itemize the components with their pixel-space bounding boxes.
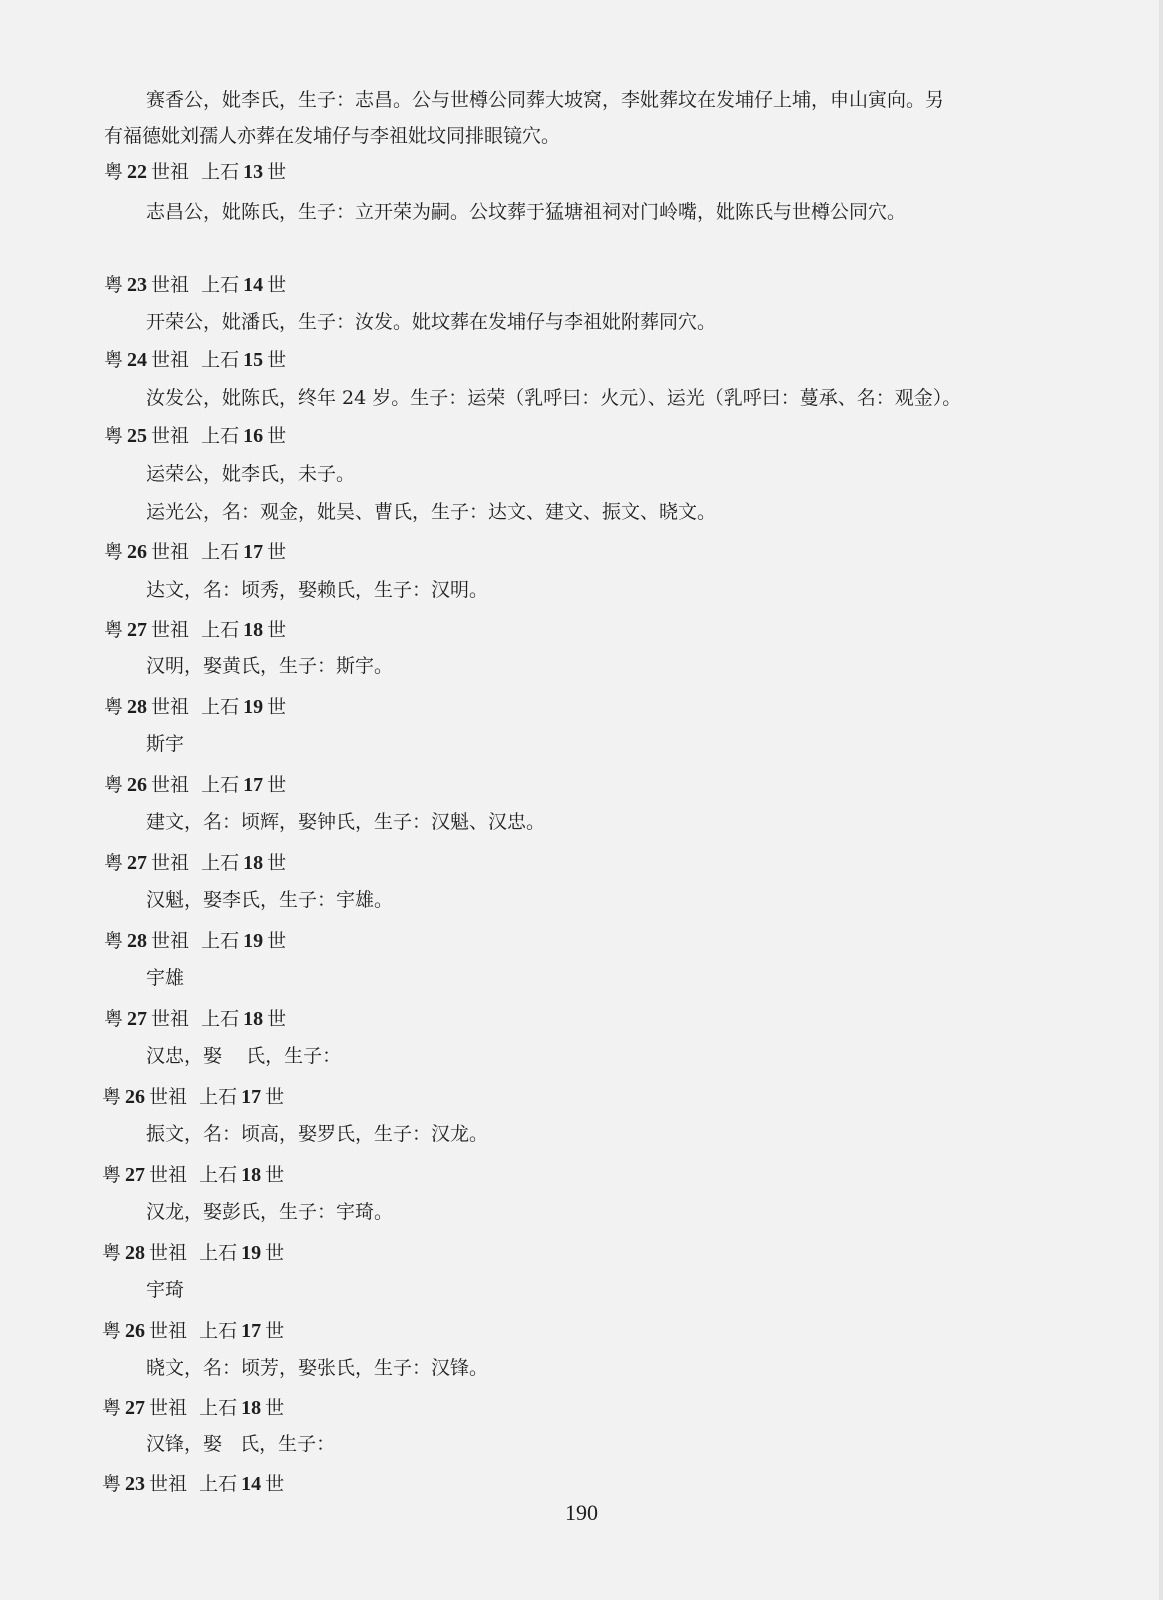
heading-generation-number: 26 [127, 541, 148, 563]
generation-heading [104, 773, 286, 797]
entry-text: 志昌公，妣陈氏，生子：立开荣为嗣。公坟葬于猛塘祖祠对门岭嘴，妣陈氏与世樽公同穴。 [146, 201, 907, 223]
heading-middle: 世祖 上石 [151, 541, 240, 563]
heading-middle: 世祖 上石 [151, 274, 240, 296]
heading-generation-number: 24 [127, 349, 148, 371]
entry-text: 开荣公，妣潘氏，生子：汝发。妣坟葬在发埔仔与李祖妣附葬同穴。 [146, 311, 717, 333]
heading-middle: 世祖 上石 [151, 774, 240, 796]
generation-heading [104, 851, 286, 875]
heading-middle: 世祖 上石 [151, 696, 240, 718]
entry-text: 汉忠，娶 氏，生子： [146, 1045, 342, 1067]
heading-suffix: 世 [267, 852, 287, 874]
heading-middle: 世祖 上石 [149, 1086, 238, 1108]
heading-suffix: 世 [265, 1320, 285, 1342]
heading-suffix: 世 [265, 1086, 285, 1108]
heading-generation-number: 27 [127, 852, 148, 874]
heading-generation-number: 26 [127, 774, 148, 796]
heading-suffix: 世 [267, 619, 287, 641]
entry-text: 斯宇 [146, 733, 185, 755]
entry-text: 运荣公，妣李氏，未子。 [146, 463, 356, 485]
generation-heading [102, 1241, 284, 1265]
heading-suffix: 世 [267, 349, 287, 371]
heading-middle: 世祖 上石 [151, 425, 240, 447]
heading-suffix: 世 [265, 1473, 285, 1495]
heading-suffix: 世 [267, 274, 287, 296]
heading-suffix: 世 [265, 1397, 285, 1419]
generation-heading [104, 424, 286, 448]
generation-heading [102, 1319, 284, 1343]
generation-heading [104, 348, 286, 372]
heading-local-generation-number: 18 [243, 852, 264, 874]
heading-prefix: 粤 [104, 852, 124, 874]
heading-middle: 世祖 上石 [149, 1164, 238, 1186]
heading-prefix: 粤 [104, 541, 124, 563]
generation-heading [104, 160, 286, 184]
heading-generation-number: 23 [125, 1473, 146, 1495]
heading-suffix: 世 [267, 425, 287, 447]
heading-suffix: 世 [267, 541, 287, 563]
heading-local-generation-number: 17 [241, 1086, 262, 1108]
heading-prefix: 粤 [102, 1086, 122, 1108]
heading-local-generation-number: 18 [243, 1008, 264, 1030]
heading-local-generation-number: 17 [241, 1320, 262, 1342]
heading-local-generation-number: 18 [241, 1164, 262, 1186]
heading-generation-number: 28 [125, 1242, 146, 1264]
heading-prefix: 粤 [102, 1473, 122, 1495]
heading-local-generation-number: 17 [243, 774, 264, 796]
heading-local-generation-number: 17 [243, 541, 264, 563]
heading-prefix: 粤 [104, 930, 124, 952]
heading-prefix: 粤 [102, 1242, 122, 1264]
entry-text: 宇雄 [146, 967, 185, 989]
heading-middle: 世祖 上石 [151, 852, 240, 874]
heading-suffix: 世 [267, 1008, 287, 1030]
generation-heading [104, 540, 286, 564]
heading-local-generation-number: 16 [243, 425, 264, 447]
heading-local-generation-number: 19 [243, 930, 264, 952]
entry-text: 建文，名：顷辉，娶钟氏，生子：汉魁、汉忠。 [146, 811, 546, 833]
heading-generation-number: 26 [125, 1320, 146, 1342]
intro-line-2: 有福德妣刘孺人亦葬在发埔仔与李祖妣坟同排眼镜穴。 [104, 125, 561, 147]
heading-middle: 世祖 上石 [151, 349, 240, 371]
heading-generation-number: 28 [127, 930, 148, 952]
generation-heading [104, 273, 286, 297]
heading-suffix: 世 [267, 161, 287, 183]
entry-text: 汉明，娶黄氏，生子：斯宇。 [146, 655, 394, 677]
entry-text: 汉龙，娶彭氏，生子：宇琦。 [146, 1201, 394, 1223]
scan-edge-shadow [1159, 0, 1163, 1600]
heading-prefix: 粤 [104, 774, 124, 796]
heading-prefix: 粤 [104, 161, 124, 183]
generation-heading [102, 1396, 284, 1420]
entry-text: 汉魁，娶李氏，生子：宇雄。 [146, 889, 394, 911]
entry-text: 宇琦 [146, 1279, 185, 1301]
heading-prefix: 粤 [104, 349, 124, 371]
intro-line-1: 赛香公，妣李氏，生子：志昌。公与世樽公同葬大坡窝，李妣葬坟在发埔仔上埔，申山寅向。另 [146, 89, 945, 111]
heading-prefix: 粤 [102, 1164, 122, 1186]
heading-local-generation-number: 19 [241, 1242, 262, 1264]
heading-prefix: 粤 [102, 1320, 122, 1342]
heading-generation-number: 22 [127, 161, 148, 183]
heading-suffix: 世 [265, 1242, 285, 1264]
heading-local-generation-number: 15 [243, 349, 264, 371]
generation-heading [102, 1472, 284, 1496]
heading-suffix: 世 [267, 696, 287, 718]
heading-local-generation-number: 13 [243, 161, 264, 183]
entry-text: 振文，名：顷高，娶罗氏，生子：汉龙。 [146, 1123, 489, 1145]
heading-local-generation-number: 18 [243, 619, 264, 641]
generation-heading [102, 1085, 284, 1109]
heading-prefix: 粤 [104, 619, 124, 641]
heading-prefix: 粤 [104, 696, 124, 718]
heading-middle: 世祖 上石 [149, 1473, 238, 1495]
heading-local-generation-number: 18 [241, 1397, 262, 1419]
entry-text: 运光公，名：观金，妣吴、曹氏，生子：达文、建文、振文、晓文。 [146, 501, 717, 523]
heading-suffix: 世 [267, 774, 287, 796]
heading-middle: 世祖 上石 [151, 161, 240, 183]
heading-middle: 世祖 上石 [151, 930, 240, 952]
heading-generation-number: 28 [127, 696, 148, 718]
heading-middle: 世祖 上石 [151, 619, 240, 641]
heading-middle: 世祖 上石 [151, 1008, 240, 1030]
heading-prefix: 粤 [104, 425, 124, 447]
heading-prefix: 粤 [104, 1008, 124, 1030]
heading-prefix: 粤 [102, 1397, 122, 1419]
heading-generation-number: 27 [127, 619, 148, 641]
heading-suffix: 世 [267, 930, 287, 952]
generation-heading [102, 1163, 284, 1187]
heading-local-generation-number: 14 [241, 1473, 262, 1495]
heading-generation-number: 23 [127, 274, 148, 296]
heading-generation-number: 26 [125, 1086, 146, 1108]
heading-middle: 世祖 上石 [149, 1320, 238, 1342]
generation-heading [104, 1007, 286, 1031]
heading-middle: 世祖 上石 [149, 1242, 238, 1264]
entry-text: 汝发公，妣陈氏，终年 24 岁。生子：运荣（乳呼曰：火元）、运光（乳呼曰：蔓承、名：观金）。 [146, 387, 962, 409]
entry-text: 晓文，名：顷芳，娶张氏，生子：汉锋。 [146, 1357, 489, 1379]
heading-generation-number: 27 [125, 1397, 146, 1419]
entry-text: 汉锋，娶 氏，生子： [146, 1433, 336, 1455]
heading-prefix: 粤 [104, 274, 124, 296]
heading-generation-number: 25 [127, 425, 148, 447]
page-number: 190 [565, 1500, 598, 1525]
heading-local-generation-number: 19 [243, 696, 264, 718]
entry-text: 达文，名：顷秀，娶赖氏，生子：汉明。 [146, 579, 489, 601]
generation-heading [104, 618, 286, 642]
heading-local-generation-number: 14 [243, 274, 264, 296]
heading-generation-number: 27 [125, 1164, 146, 1186]
heading-middle: 世祖 上石 [149, 1397, 238, 1419]
generation-heading [104, 695, 286, 719]
heading-generation-number: 27 [127, 1008, 148, 1030]
generation-heading [104, 929, 286, 953]
heading-suffix: 世 [265, 1164, 285, 1186]
